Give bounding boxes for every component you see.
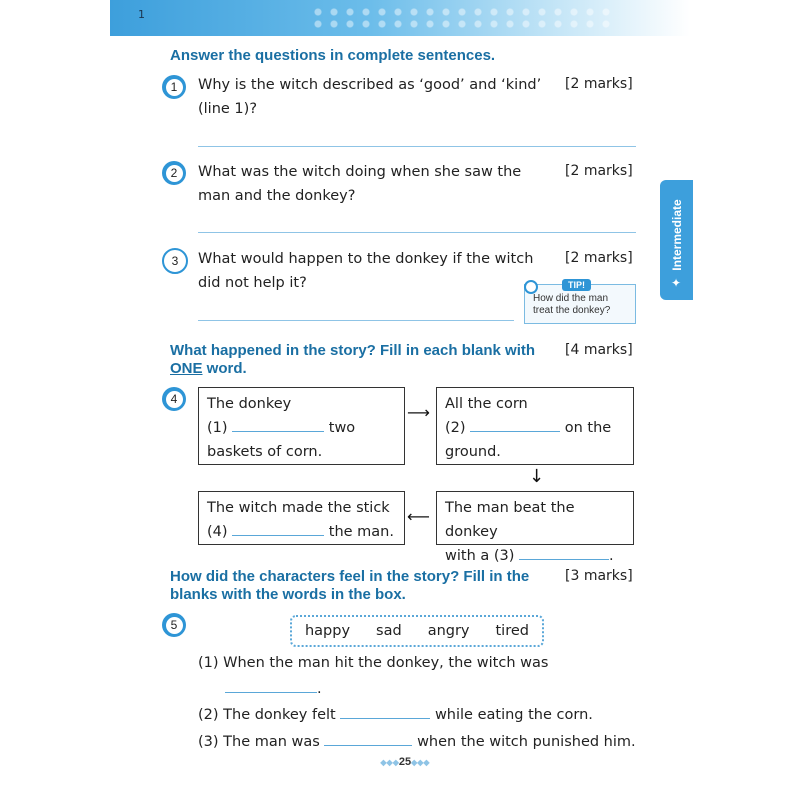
question-5-badge: 5 [162, 613, 186, 637]
blank-3[interactable] [519, 545, 609, 560]
blank-feel-1[interactable] [225, 678, 317, 693]
tip-box: How did the man treat the donkey? [524, 284, 636, 324]
word-item: happy [304, 623, 351, 639]
sentence-1: (1) When the man hit the donkey, the witch was [198, 655, 549, 671]
blank-1[interactable] [232, 417, 324, 432]
question-4-badge: 4 [162, 387, 186, 411]
star-icon: ✦ [671, 276, 682, 290]
arrow-right-icon: ⟶ [407, 403, 430, 422]
answer-line-3[interactable] [198, 320, 514, 321]
side-tab-intermediate [660, 180, 693, 300]
tip-target-icon [524, 280, 538, 294]
flow-box-1: The donkey (1) two baskets of corn. [198, 387, 405, 465]
tip-label: TIP! [562, 279, 591, 291]
question-3-marks: [2 marks] [565, 250, 633, 266]
question-3-text: What would happen to the donkey if the witch did not help it? [198, 251, 534, 291]
question-2-marks: [2 marks] [565, 163, 633, 179]
question-2-badge: 2 [162, 161, 186, 185]
word-item: tired [495, 623, 529, 639]
answer-line-2[interactable] [198, 232, 636, 233]
page-number: ◆◆◆25◆◆◆ [380, 756, 430, 768]
sentence-3: (3) The man was when the witch punished him. [198, 731, 636, 752]
word-item: sad [376, 623, 402, 639]
word-box [290, 615, 544, 647]
blank-feel-3[interactable] [324, 731, 412, 746]
word-item: angry [427, 623, 470, 639]
section3-heading: How did the characters feel in the story? Fill in the blanks with the words in the box. [170, 568, 530, 603]
blank-2[interactable] [470, 417, 560, 432]
question-3-badge: 3 [162, 248, 188, 274]
section3-marks: [3 marks] [565, 568, 633, 584]
question-1-text: Why is the witch described as ‘good’ and ‘kind’ (line 1)? [198, 77, 542, 117]
side-tab-label: Intermediate [670, 199, 684, 271]
blank-4[interactable] [232, 521, 324, 536]
flow-box-2: All the corn (2) on the ground. [436, 387, 634, 465]
section2-heading: What happened in the story? Fill in each blank with ONE word. [170, 342, 536, 377]
flow-box-3: The man beat the donkey with a (3) . [436, 491, 634, 545]
blank-feel-2[interactable] [340, 704, 430, 719]
arrow-left-icon: ⟵ [407, 507, 430, 526]
margin-mark: 1 [138, 8, 145, 21]
flow-box-4: The witch made the stick (4) the man. [198, 491, 405, 545]
question-1-badge: 1 [162, 75, 186, 99]
answer-line-1[interactable] [198, 146, 636, 147]
sentence-2: (2) The donkey felt while eating the corn. [198, 704, 593, 725]
question-1-marks: [2 marks] [565, 76, 633, 92]
header-dots [310, 6, 610, 30]
header-band [110, 0, 690, 36]
sentence-1-blank-row: . [225, 678, 322, 699]
section1-heading: Answer the questions in complete sentences. [170, 47, 496, 64]
arrow-down-icon: ↓ [529, 466, 545, 487]
question-2-text: What was the witch doing when she saw the man and the donkey? [198, 164, 522, 204]
section2-marks: [4 marks] [565, 342, 633, 358]
